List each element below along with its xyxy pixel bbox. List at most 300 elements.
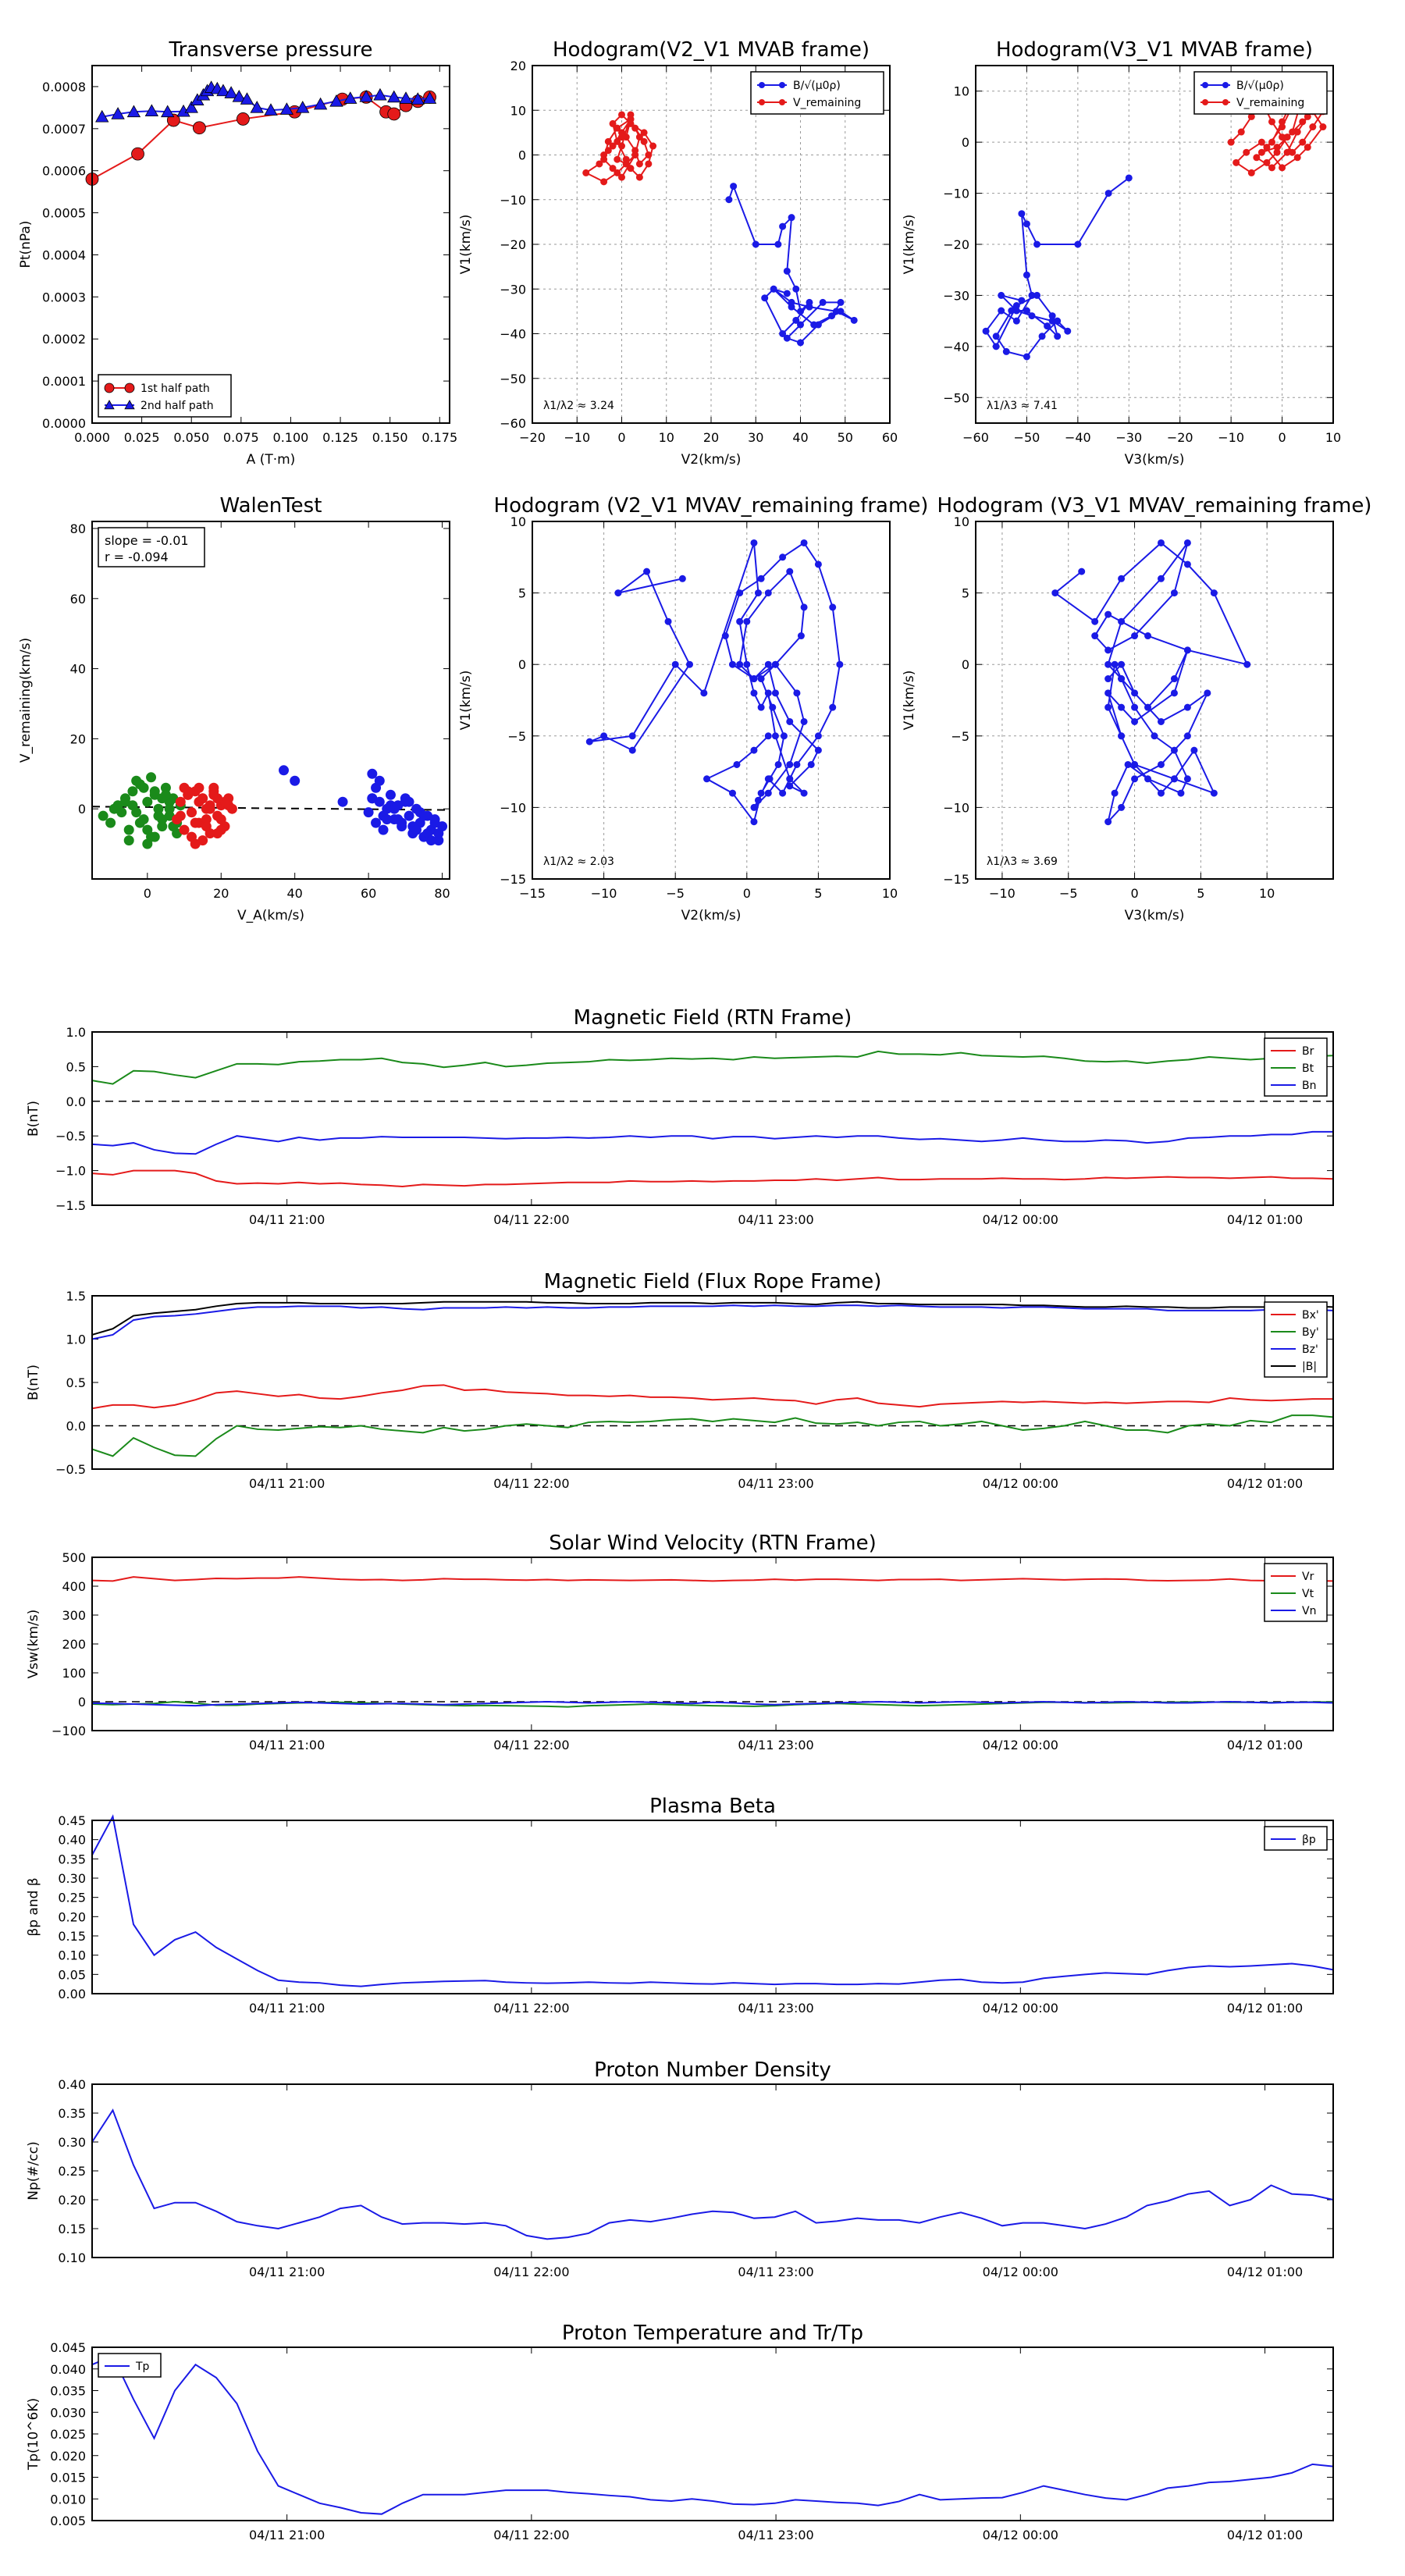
y-tick-label: 0.0003 bbox=[42, 290, 86, 305]
data-point bbox=[1320, 124, 1326, 130]
y-tick-label: −1.0 bbox=[55, 1163, 86, 1179]
data-point bbox=[737, 618, 743, 624]
series-line-Bz' bbox=[92, 1305, 1333, 1339]
chart-title: Hodogram (V2_V1 MVAV_remaining frame) bbox=[493, 494, 929, 518]
data-point bbox=[147, 773, 156, 782]
x-tick-label: 04/11 23:00 bbox=[738, 2528, 814, 2542]
data-point bbox=[751, 676, 757, 682]
data-point bbox=[434, 829, 443, 838]
data-point bbox=[1268, 165, 1275, 171]
data-point bbox=[368, 769, 377, 778]
x-tick-label: −10 bbox=[564, 430, 591, 445]
data-point bbox=[704, 776, 710, 782]
series-0 bbox=[1052, 539, 1250, 824]
y-tick-label: −20 bbox=[500, 237, 526, 252]
data-point bbox=[1310, 124, 1316, 130]
data-point bbox=[145, 105, 158, 116]
data-point bbox=[765, 733, 771, 739]
y-tick-label: 0.25 bbox=[58, 1890, 86, 1905]
data-point bbox=[290, 776, 300, 785]
data-point bbox=[1105, 676, 1112, 682]
legend bbox=[1264, 1827, 1327, 1850]
data-point bbox=[780, 790, 786, 796]
x-tick-label: 04/12 01:00 bbox=[1226, 2265, 1304, 2279]
x-tick-label: 04/11 21:00 bbox=[248, 2001, 325, 2016]
data-point bbox=[629, 747, 635, 753]
data-point bbox=[1013, 318, 1019, 324]
y-tick-label: −5 bbox=[507, 728, 526, 744]
data-point bbox=[1119, 618, 1125, 624]
y-tick-label: 0.0 bbox=[66, 1094, 86, 1109]
x-tick-label: 10 bbox=[881, 886, 898, 901]
x-tick-label: −5 bbox=[1058, 886, 1078, 901]
y-axis-label: B(nT) bbox=[26, 1100, 41, 1137]
y-axis-label: βp and β bbox=[26, 1877, 41, 1937]
data-point bbox=[190, 839, 200, 849]
data-point bbox=[751, 804, 757, 810]
data-point bbox=[1184, 704, 1190, 710]
data-point bbox=[194, 783, 204, 792]
data-point bbox=[1184, 776, 1190, 782]
y-tick-label: −50 bbox=[943, 390, 969, 406]
y-tick-label: 0 bbox=[518, 148, 526, 163]
x-axis-label: V3(km/s) bbox=[1124, 908, 1185, 923]
data-point bbox=[1055, 333, 1061, 340]
data-point bbox=[109, 804, 119, 813]
data-point bbox=[801, 539, 807, 546]
y-tick-label: 0.0005 bbox=[42, 205, 86, 221]
data-point bbox=[731, 183, 737, 190]
x-tick-label: 10 bbox=[658, 430, 674, 445]
y-tick-label: 0.30 bbox=[58, 2135, 86, 2150]
data-point bbox=[1228, 139, 1234, 145]
data-point bbox=[787, 761, 793, 767]
y-tick-label: 5 bbox=[518, 585, 526, 601]
data-point bbox=[1238, 129, 1244, 135]
chart-title: Hodogram (V3_V1 MVAV_remaining frame) bbox=[937, 494, 1372, 518]
y-tick-label: 0.0007 bbox=[42, 121, 86, 137]
y-tick-label: 0.040 bbox=[50, 2361, 86, 2377]
data-point bbox=[1268, 119, 1275, 125]
data-point bbox=[132, 148, 144, 160]
x-tick-label: 04/12 00:00 bbox=[982, 2001, 1058, 2016]
series-1 bbox=[173, 783, 237, 849]
data-point bbox=[788, 299, 795, 305]
data-point bbox=[165, 804, 174, 813]
x-tick-label: −20 bbox=[1166, 430, 1193, 445]
chart-pt bbox=[18, 38, 457, 468]
y-tick-label: 400 bbox=[62, 1579, 86, 1594]
series-B/√(μ0ρ) bbox=[726, 183, 857, 346]
y-tick-label: 0 bbox=[961, 657, 969, 673]
chart-h12 bbox=[458, 38, 898, 468]
data-point bbox=[216, 815, 226, 824]
data-point bbox=[404, 797, 414, 806]
data-point bbox=[780, 223, 786, 229]
data-point bbox=[1300, 119, 1306, 125]
y-tick-label: 0.10 bbox=[58, 1948, 86, 1963]
data-point bbox=[1079, 568, 1085, 575]
data-point bbox=[1132, 776, 1138, 782]
data-point bbox=[1034, 292, 1040, 298]
data-point bbox=[762, 295, 768, 301]
data-point bbox=[801, 718, 807, 724]
data-point bbox=[1178, 790, 1184, 796]
data-point bbox=[701, 690, 707, 696]
y-axis-label: B(nT) bbox=[26, 1364, 41, 1401]
data-point bbox=[619, 174, 625, 180]
data-point bbox=[794, 761, 800, 767]
data-point bbox=[1023, 354, 1030, 360]
data-point bbox=[830, 704, 836, 710]
data-point bbox=[793, 286, 799, 292]
y-tick-label: 0.035 bbox=[50, 2383, 86, 2399]
y-tick-label: 40 bbox=[69, 661, 86, 677]
data-point bbox=[368, 794, 377, 803]
data-point bbox=[815, 747, 821, 753]
data-point bbox=[758, 676, 764, 682]
y-tick-label: 0.20 bbox=[58, 2193, 86, 2208]
data-point bbox=[143, 797, 152, 806]
data-point bbox=[784, 268, 790, 274]
series-line-Bn bbox=[92, 1132, 1333, 1154]
x-tick-label: 0 bbox=[1278, 430, 1286, 445]
y-tick-label: 0.45 bbox=[58, 1813, 86, 1828]
data-point bbox=[644, 568, 650, 575]
data-point bbox=[751, 690, 757, 696]
data-point bbox=[128, 787, 137, 796]
data-point bbox=[772, 733, 778, 739]
legend-label: V_remaining bbox=[1236, 97, 1305, 109]
chart-title: Solar Wind Velocity (RTN Frame) bbox=[549, 1532, 877, 1555]
data-point bbox=[125, 383, 134, 393]
y-tick-label: 80 bbox=[69, 521, 86, 536]
data-point bbox=[176, 797, 185, 806]
data-point bbox=[983, 328, 989, 334]
legend-label: |B| bbox=[1302, 1361, 1318, 1373]
data-point bbox=[1264, 159, 1270, 165]
y-tick-label: 0.35 bbox=[58, 2106, 86, 2121]
y-tick-label: 10 bbox=[510, 103, 526, 119]
legend-marker bbox=[759, 82, 765, 88]
x-tick-label: 04/11 23:00 bbox=[738, 1738, 814, 1752]
y-tick-label: −100 bbox=[52, 1724, 86, 1738]
y-tick-label: 0.0001 bbox=[42, 374, 86, 390]
data-point bbox=[794, 690, 800, 696]
data-point bbox=[1105, 647, 1112, 653]
data-point bbox=[372, 818, 381, 827]
legend-label: B/√(μ0ρ) bbox=[793, 80, 841, 92]
data-point bbox=[1294, 155, 1300, 161]
y-axis-label: Np(#/cc) bbox=[26, 2141, 41, 2201]
legend bbox=[1264, 1302, 1327, 1377]
data-point bbox=[801, 790, 807, 796]
data-point bbox=[1132, 690, 1138, 696]
data-point bbox=[993, 333, 999, 340]
y-tick-label: 0 bbox=[961, 135, 969, 151]
x-tick-label: 20 bbox=[702, 430, 720, 445]
plot-frame bbox=[92, 1820, 1333, 1994]
legend-marker bbox=[1202, 82, 1208, 88]
data-point bbox=[737, 590, 743, 596]
data-point bbox=[729, 790, 735, 796]
x-tick-label: 04/11 22:00 bbox=[493, 2001, 570, 2016]
data-point bbox=[636, 134, 642, 141]
legend-label: βp bbox=[1302, 1834, 1316, 1846]
x-tick-label: 04/11 21:00 bbox=[248, 2265, 325, 2279]
data-point bbox=[419, 811, 429, 820]
data-point bbox=[1158, 761, 1164, 767]
y-tick-label: 0.015 bbox=[50, 2470, 86, 2485]
data-point bbox=[1044, 323, 1051, 329]
y-tick-label: 0.10 bbox=[58, 2250, 86, 2265]
data-point bbox=[1092, 633, 1098, 639]
y-axis-label: Pt(nPa) bbox=[18, 220, 34, 269]
y-tick-label: −40 bbox=[943, 339, 969, 354]
data-point bbox=[755, 797, 761, 803]
data-point bbox=[213, 794, 222, 803]
y-tick-label: 0.25 bbox=[58, 2164, 86, 2179]
data-point bbox=[375, 776, 384, 785]
y-tick-label: −10 bbox=[500, 800, 526, 816]
data-point bbox=[619, 143, 625, 149]
legend-label: B/√(μ0ρ) bbox=[1236, 80, 1284, 92]
data-point bbox=[787, 776, 793, 782]
x-tick-label: 04/12 01:00 bbox=[1226, 1476, 1304, 1491]
data-point bbox=[388, 108, 400, 120]
y-tick-label: 0 bbox=[77, 1695, 86, 1710]
x-tick-label: 0.100 bbox=[272, 430, 309, 445]
data-point bbox=[614, 125, 621, 131]
data-point bbox=[758, 790, 764, 796]
data-point bbox=[237, 112, 249, 125]
data-point bbox=[1075, 241, 1081, 247]
data-point bbox=[1171, 747, 1177, 753]
x-tick-label: 0.075 bbox=[222, 430, 259, 445]
x-tick-label: 0 bbox=[742, 886, 751, 901]
data-point bbox=[154, 811, 163, 820]
y-tick-label: 0.15 bbox=[58, 1929, 86, 1944]
y-tick-label: −50 bbox=[500, 371, 526, 386]
y-tick-label: 0.5 bbox=[66, 1375, 86, 1390]
data-point bbox=[744, 661, 750, 667]
x-tick-label: 04/12 01:00 bbox=[1226, 1212, 1304, 1227]
data-point bbox=[1013, 308, 1019, 314]
legend bbox=[98, 375, 231, 417]
y-tick-label: 5 bbox=[961, 585, 969, 601]
data-point bbox=[1112, 790, 1118, 796]
data-point bbox=[193, 122, 205, 134]
data-point bbox=[1158, 575, 1164, 582]
legend-marker bbox=[1222, 82, 1229, 88]
x-tick-label: 0 bbox=[143, 886, 151, 901]
data-point bbox=[374, 89, 386, 100]
data-point bbox=[1304, 144, 1311, 151]
y-tick-label: 0.40 bbox=[58, 1832, 86, 1848]
data-point bbox=[687, 661, 693, 667]
data-point bbox=[1184, 647, 1190, 653]
data-point bbox=[139, 783, 148, 792]
chart-tp bbox=[26, 2322, 1333, 2542]
x-tick-label: 04/11 23:00 bbox=[738, 2265, 814, 2279]
data-point bbox=[619, 112, 625, 118]
x-tick-label: 40 bbox=[286, 886, 303, 901]
data-point bbox=[775, 241, 781, 247]
x-tick-label: 5 bbox=[814, 886, 823, 901]
x-tick-label: 0.025 bbox=[123, 430, 160, 445]
data-point bbox=[135, 818, 144, 827]
data-point bbox=[601, 733, 607, 739]
data-point bbox=[770, 704, 776, 710]
eigenvalue-ratio: λ1/λ3 ≈ 3.69 bbox=[987, 856, 1058, 868]
series-2 bbox=[279, 766, 447, 845]
y-axis-label: V_remaining(km/s) bbox=[18, 637, 34, 763]
data-point bbox=[755, 590, 761, 596]
eigenvalue-ratio: λ1/λ2 ≈ 2.03 bbox=[543, 856, 614, 868]
data-point bbox=[610, 165, 616, 172]
x-tick-label: 30 bbox=[748, 430, 764, 445]
y-axis-label: Tp(10^6K) bbox=[26, 2397, 41, 2471]
data-point bbox=[798, 340, 804, 346]
data-point bbox=[1119, 804, 1125, 810]
data-point bbox=[784, 290, 790, 297]
y-tick-label: 0.010 bbox=[50, 2492, 86, 2507]
data-point bbox=[1151, 733, 1158, 739]
plot-frame bbox=[532, 521, 890, 879]
y-tick-label: 10 bbox=[953, 514, 969, 529]
y-tick-label: 0.20 bbox=[58, 1909, 86, 1925]
data-point bbox=[767, 776, 773, 782]
x-axis-label: V3(km/s) bbox=[1124, 452, 1185, 468]
data-point bbox=[734, 761, 740, 767]
data-point bbox=[201, 822, 211, 831]
y-tick-label: 10 bbox=[953, 84, 969, 99]
legend-label: Bx' bbox=[1302, 1309, 1319, 1322]
data-point bbox=[787, 783, 793, 789]
y-tick-label: −10 bbox=[943, 186, 969, 201]
x-tick-label: 04/11 23:00 bbox=[738, 1212, 814, 1227]
data-point bbox=[1158, 718, 1164, 724]
chart-bfield bbox=[26, 1006, 1333, 1227]
series-line bbox=[986, 178, 1129, 357]
legend-label: 2nd half path bbox=[140, 400, 214, 412]
data-point bbox=[1244, 661, 1250, 667]
data-point bbox=[623, 161, 629, 167]
chart-title: Hodogram(V3_V1 MVAB frame) bbox=[995, 38, 1314, 62]
data-point bbox=[1132, 761, 1138, 767]
data-point bbox=[1019, 211, 1025, 217]
data-point bbox=[106, 818, 116, 827]
data-point bbox=[1105, 190, 1112, 197]
chart-title: Plasma Beta bbox=[649, 1795, 776, 1818]
data-point bbox=[382, 815, 392, 824]
data-point bbox=[780, 554, 786, 560]
data-point bbox=[1019, 297, 1025, 304]
x-tick-label: −20 bbox=[519, 430, 546, 445]
y-tick-label: −30 bbox=[943, 288, 969, 304]
data-point bbox=[646, 161, 652, 167]
data-point bbox=[187, 808, 196, 817]
data-point bbox=[815, 733, 821, 739]
data-point bbox=[364, 808, 373, 817]
x-tick-label: 5 bbox=[1197, 886, 1205, 901]
data-point bbox=[1233, 159, 1240, 165]
data-point bbox=[143, 839, 152, 849]
data-point bbox=[605, 138, 611, 144]
legend-label: Vt bbox=[1302, 1588, 1314, 1600]
data-point bbox=[1132, 718, 1138, 724]
y-tick-label: 0.40 bbox=[58, 2077, 86, 2092]
data-point bbox=[993, 343, 999, 350]
x-tick-label: 50 bbox=[837, 430, 853, 445]
x-tick-label: −50 bbox=[1013, 430, 1040, 445]
chart-beta bbox=[26, 1795, 1333, 2016]
data-point bbox=[808, 761, 814, 767]
x-tick-label: 04/11 23:00 bbox=[738, 2001, 814, 2016]
legend-marker bbox=[779, 82, 785, 88]
x-tick-label: 04/12 01:00 bbox=[1226, 1738, 1304, 1752]
data-point bbox=[787, 718, 793, 724]
data-point bbox=[744, 618, 750, 624]
plot-frame bbox=[92, 2084, 1333, 2258]
data-point bbox=[158, 794, 167, 803]
legend-label: Bn bbox=[1302, 1080, 1317, 1092]
chart-title: Magnetic Field (RTN Frame) bbox=[573, 1006, 852, 1030]
data-point bbox=[798, 308, 804, 315]
y-axis-label: V1(km/s) bbox=[902, 670, 917, 731]
y-axis-label: V1(km/s) bbox=[458, 214, 474, 275]
x-tick-label: 20 bbox=[213, 886, 229, 901]
y-tick-label: −60 bbox=[500, 416, 526, 431]
data-point bbox=[636, 174, 642, 180]
data-point bbox=[851, 317, 857, 323]
legend-label: Vn bbox=[1302, 1605, 1317, 1617]
data-point bbox=[426, 836, 436, 845]
y-tick-label: 0.0 bbox=[66, 1418, 86, 1434]
legend-marker bbox=[1202, 99, 1208, 105]
data-point bbox=[1034, 241, 1040, 247]
data-point bbox=[772, 690, 778, 696]
x-tick-label: 04/12 00:00 bbox=[982, 2265, 1058, 2279]
chart-h12r bbox=[458, 494, 928, 923]
data-point bbox=[1274, 144, 1280, 151]
y-tick-label: −0.5 bbox=[55, 1129, 86, 1144]
data-point bbox=[837, 661, 843, 667]
chart-h13r bbox=[902, 494, 1371, 923]
data-point bbox=[1258, 139, 1264, 145]
data-point bbox=[1184, 561, 1190, 568]
data-point bbox=[798, 322, 804, 328]
data-point bbox=[672, 661, 678, 667]
data-point bbox=[1052, 590, 1058, 596]
y-tick-label: 0.0004 bbox=[42, 247, 86, 263]
data-point bbox=[787, 568, 793, 575]
x-tick-label: 04/11 23:00 bbox=[738, 1476, 814, 1491]
data-point bbox=[1191, 747, 1197, 753]
data-point bbox=[1211, 790, 1217, 796]
data-point bbox=[646, 152, 652, 158]
x-tick-label: 80 bbox=[434, 886, 450, 901]
data-point bbox=[397, 818, 407, 827]
x-tick-label: 0.175 bbox=[422, 430, 458, 445]
data-point bbox=[105, 383, 114, 393]
data-point bbox=[751, 819, 757, 825]
y-tick-label: 0.005 bbox=[50, 2514, 86, 2528]
data-point bbox=[1119, 676, 1125, 682]
chart-np bbox=[26, 2058, 1333, 2279]
x-tick-label: −40 bbox=[1064, 430, 1091, 445]
data-point bbox=[98, 811, 108, 820]
